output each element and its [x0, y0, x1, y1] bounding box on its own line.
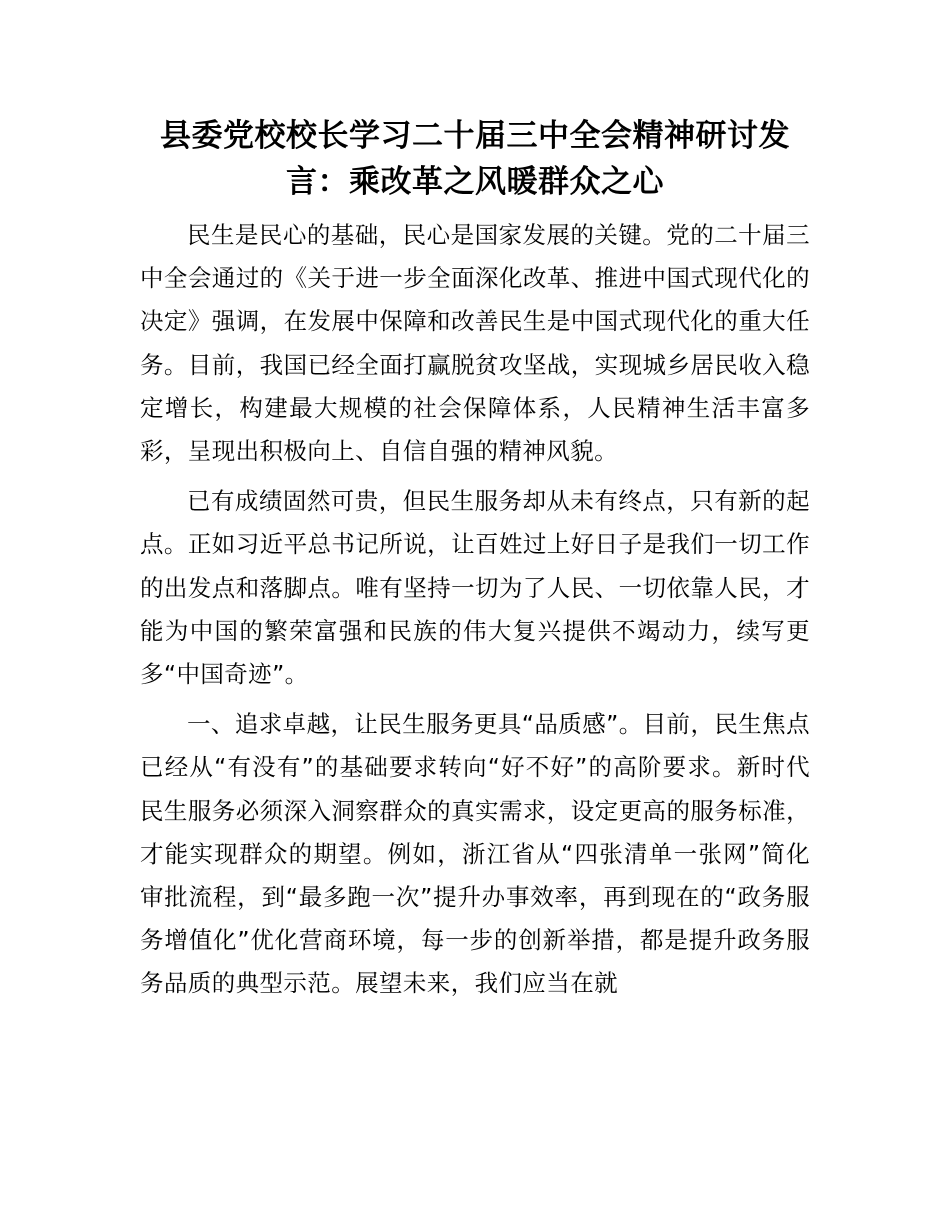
paragraph-2: 已有成绩固然可贵，但民生服务却从未有终点，只有新的起点。正如习近平总书记所说，让百姓过上好日子是我们一切工作的出发点和落脚点。唯有坚持一切为了人民、一切依靠人民，才能为中国的繁荣富强和民族的伟大复兴提供不竭动力，续写更多“中国奇迹”。	[140, 487, 810, 689]
document-body	[140, 214, 810, 1013]
document-title: 县委党校校长学习二十届三中全会精神研讨发言：乘改革之风暖群众之心	[160, 118, 790, 200]
paragraph-3: 一、追求卓越，让民生服务更具“品质感”。目前，民生焦点已经从“有没有”的基础要求转向“好不好”的高阶要求。新时代民生服务必须深入洞察群众的真实需求，设定更高的服务标准，才能实现群众的期望。例如，浙江省从“四张清单一张网”简化审批流程，到“最多跑一次”提升办事效率，再到现在的“政务服务增值化”优化营商环境，每一步的创新举措，都是提升政务服务品质的典型示范。展望未来，我们应当在就	[140, 710, 810, 998]
paragraph-1: 民生是民心的基础，民心是国家发展的关键。党的二十届三中全会通过的《关于进一步全面深化改革、推进中国式现代化的决定》强调，在发展中保障和改善民生是中国式现代化的重大任务。目前，我国已经全面打赢脱贫攻坚战，实现城乡居民收入稳定增长，构建最大规模的社会保障体系，人民精神生活丰富多彩，呈现出积极向上、自信自强的精神风貌。	[140, 221, 810, 466]
